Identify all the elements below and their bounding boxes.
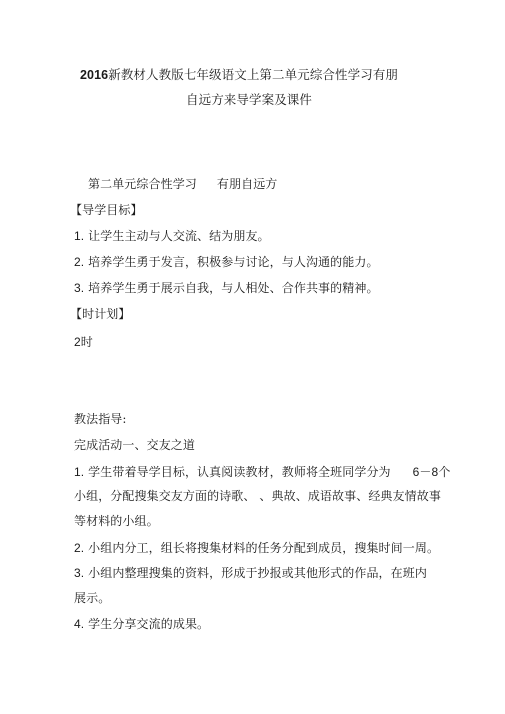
step-1-line-3: 等材料的小组。 — [74, 514, 159, 528]
step-1-line-2: 小组，分配搜集交友方面的诗歌、 、典故、成语故事、经典友情故事 — [74, 489, 441, 503]
schedule-value — [74, 334, 93, 350]
step-4 — [74, 616, 209, 632]
activity-title: 完成活动一、交友之道 — [74, 438, 196, 452]
step-num: 3. — [74, 566, 85, 580]
title-year: 2016 — [80, 68, 109, 82]
step-num: 2. — [74, 541, 85, 555]
schedule-unit: 时 — [80, 335, 93, 349]
step-text: 学生带着导学目标，认真阅读教材，教师将全班同学分为 — [88, 465, 391, 479]
step-text: 小组内整理搜集的资料，形成于抄报或其他形式的作品，在班内 — [88, 566, 427, 580]
title-text-1: 新教材人教版七年级语文上第二单元综合性学习有朋 — [108, 67, 399, 82]
goals-label: 【导学目标】 — [70, 203, 143, 217]
goal-item-3 — [74, 280, 379, 296]
step-3-line-1 — [74, 565, 427, 581]
step-3-line-2: 展示。 — [74, 591, 111, 605]
goal-text: 让学生主动与人交流、结为朋友。 — [88, 229, 270, 243]
goal-item-1 — [74, 228, 270, 244]
group-range: 6－8 — [412, 465, 439, 479]
guidance-label: 教法指导: — [74, 412, 127, 426]
goal-text: 培养学生勇于发言，积极参与讨论，与人沟通的能力。 — [88, 255, 379, 269]
section-unit: 第二单元综合性学习 — [88, 177, 197, 191]
step-2 — [74, 540, 439, 556]
schedule-number: 2 — [74, 335, 81, 349]
section-theme: 有朋自远方 — [216, 177, 278, 191]
step-1-line-1 — [74, 464, 450, 480]
goal-num: 2. — [74, 255, 85, 269]
step-text: 小组内分工，组长将搜集材料的任务分配到成员，搜集时间一周。 — [88, 541, 440, 555]
step-text: 学生分享交流的成果。 — [88, 617, 210, 631]
section-heading — [88, 176, 277, 192]
step-text-tail: 个 — [438, 465, 451, 479]
goal-num: 3. — [74, 281, 85, 295]
step-num: 4. — [74, 617, 85, 631]
schedule-label: 【时计划】 — [70, 307, 131, 321]
goal-text: 培养学生勇于展示自我，与人相处、合作共事的精神。 — [88, 281, 379, 295]
document-title-line2: 自远方来导学案及课件 — [186, 92, 313, 107]
step-num: 1. — [74, 465, 85, 479]
goal-num: 1. — [74, 229, 85, 243]
goal-item-2 — [74, 254, 379, 270]
document-title-line1 — [80, 67, 398, 83]
